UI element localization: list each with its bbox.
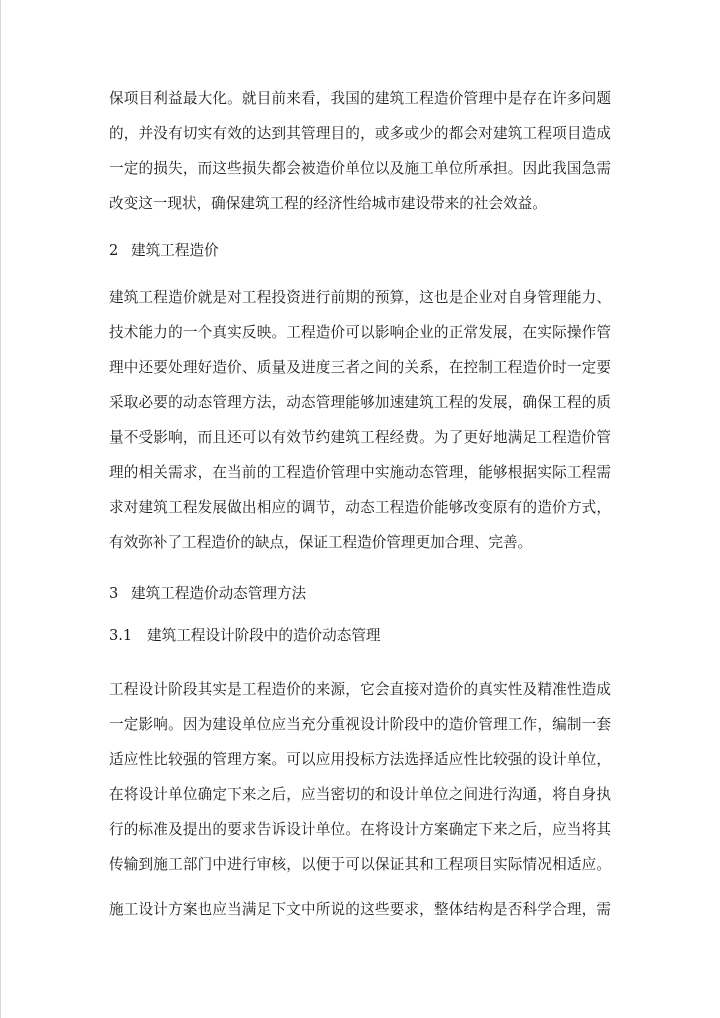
section-number: 2 [109, 242, 119, 259]
text-line: 理中还要处理好造价、质量及进度三者之间的关系，在控制工程造价时一定要 [109, 359, 611, 376]
section-number: 3.1 [109, 627, 133, 644]
section-heading-3-1 [109, 626, 381, 646]
section-title: 建筑工程设计阶段中的造价动态管理 [147, 627, 381, 644]
section-title: 建筑工程造价 [131, 242, 219, 259]
text-line: 在将设计单位确定下来之后，应当密切的和设计单位之间进行沟通，将自身执 [109, 786, 611, 803]
section-title: 建筑工程造价动态管理方法 [131, 585, 307, 602]
text-line: 适应性比较强的管理方案。可以应用投标方法选择适应性比较强的设计单位， [109, 751, 611, 768]
page-edge-divider [0, 0, 1, 1018]
text-line: 技术能力的一个真实反映。工程造价可以影响企业的正常发展，在实际操作管 [109, 324, 611, 341]
text-line: 一定影响。因为建设单位应当充分重视设计阶段中的造价管理工作，编制一套 [109, 716, 611, 733]
text-line: 建筑工程造价就是对工程投资进行前期的预算，这也是企业对自身管理能力、 [109, 289, 611, 306]
text-line: 理的相关需求，在当前的工程造价管理中实施动态管理，能够根据实际工程需 [109, 464, 611, 481]
text-line: 量不受影响，而且还可以有效节约建筑工程经费。为了更好地满足工程造价管 [109, 429, 611, 446]
text-line: 改变这一现状，确保建筑工程的经济性给城市建设带来的社会效益。 [109, 195, 547, 212]
text-line: 求对建筑工程发展做出相应的调节，动态工程造价能够改变原有的造价方式， [109, 499, 611, 516]
text-line: 行的标准及提出的要求告诉设计单位。在将设计方案确定下来之后，应当将其 [109, 821, 611, 838]
text-line: 有效弥补了工程造价的缺点，保证工程造价管理更加合理、完善。 [109, 534, 533, 551]
section-heading-3 [109, 584, 306, 604]
text-line: 保项目利益最大化。就目前来看，我国的建筑工程造价管理中是存在许多问题 [109, 90, 611, 107]
text-line: 施工设计方案也应当满足下文中所说的这些要求，整体结构是否科学合理，需 [109, 901, 611, 918]
text-line: 工程设计阶段其实是工程造价的来源，它会直接对造价的真实性及精准性造成 [109, 681, 611, 698]
text-line: 的，并没有切实有效的达到其管理目的，或多或少的都会对建筑工程项目造成 [109, 125, 611, 142]
text-line: 一定的损失，而这些损失都会被造价单位以及施工单位所承担。因此我国急需 [109, 160, 611, 177]
text-line: 传输到施工部门中进行审核，以便于可以保证其和工程项目实际情况相适应。 [109, 856, 611, 873]
section-number: 3 [109, 585, 119, 602]
text-line: 采取必要的动态管理方法，动态管理能够加速建筑工程的发展，确保工程的质 [109, 394, 611, 411]
section-heading-2 [109, 241, 219, 261]
